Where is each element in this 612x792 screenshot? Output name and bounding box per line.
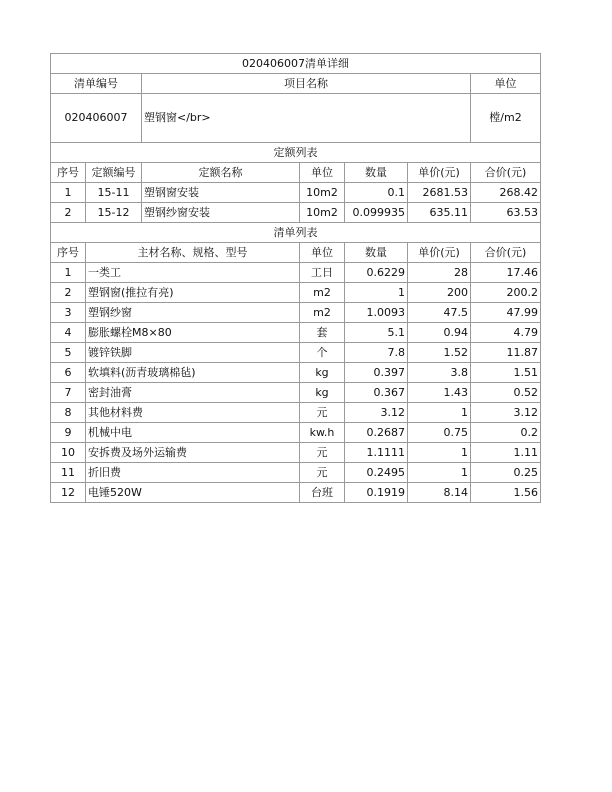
materials-rows [51,263,541,503]
quota-qty: 0.1 [345,183,408,203]
material-qty: 0.397 [345,363,408,383]
material-name: 折旧费 [86,463,300,483]
summary-unit: 樘/m2 [471,94,541,143]
material-seq: 4 [51,323,86,343]
material-unit: 元 [300,463,345,483]
material-unit: 元 [300,443,345,463]
material-total: 0.52 [471,383,541,403]
material-qty: 0.2687 [345,423,408,443]
material-row [51,403,541,423]
quota-row [51,183,541,203]
material-unit: 工日 [300,263,345,283]
quota-code: 15-12 [86,203,142,223]
materials-header-name: 主材名称、规格、型号 [86,243,300,263]
material-qty: 0.2495 [345,463,408,483]
material-row [51,263,541,283]
material-seq: 11 [51,463,86,483]
material-seq: 7 [51,383,86,403]
material-qty: 0.367 [345,383,408,403]
material-total: 0.2 [471,423,541,443]
materials-header-row [51,243,541,263]
summary-code: 020406007 [51,94,142,143]
quota-seq: 2 [51,203,86,223]
material-unit: m2 [300,303,345,323]
material-price: 0.94 [408,323,471,343]
quota-header-qty: 数量 [345,163,408,183]
materials-section-title: 清单列表 [51,223,541,243]
quota-header-price: 单价(元) [408,163,471,183]
material-seq: 5 [51,343,86,363]
quota-rows [51,183,541,223]
quota-seq: 1 [51,183,86,203]
material-qty: 3.12 [345,403,408,423]
quota-unit: 10m2 [300,203,345,223]
material-qty: 0.6229 [345,263,408,283]
material-unit: m2 [300,283,345,303]
material-row [51,443,541,463]
material-qty: 1.1111 [345,443,408,463]
materials-header-qty: 数量 [345,243,408,263]
quota-total: 268.42 [471,183,541,203]
material-qty: 1.0093 [345,303,408,323]
quota-price: 2681.53 [408,183,471,203]
summary-header-unit: 单位 [471,74,541,94]
material-name: 密封油膏 [86,383,300,403]
material-row [51,463,541,483]
material-price: 1 [408,403,471,423]
material-total: 1.11 [471,443,541,463]
quota-qty: 0.099935 [345,203,408,223]
quota-header-seq: 序号 [51,163,86,183]
material-unit: 元 [300,403,345,423]
quota-code: 15-11 [86,183,142,203]
material-row [51,423,541,443]
material-qty: 0.1919 [345,483,408,503]
material-unit: kw.h [300,423,345,443]
material-unit: 台班 [300,483,345,503]
materials-header-total: 合价(元) [471,243,541,263]
material-name: 塑钢窗(推拉有亮) [86,283,300,303]
material-row [51,383,541,403]
material-seq: 8 [51,403,86,423]
material-price: 1.52 [408,343,471,363]
material-total: 17.46 [471,263,541,283]
quota-row [51,203,541,223]
material-name: 膨胀螺栓M8×80 [86,323,300,343]
material-row [51,303,541,323]
material-row [51,483,541,503]
material-name: 镀锌铁脚 [86,343,300,363]
material-row [51,323,541,343]
bill-detail-table [50,53,541,503]
material-row [51,283,541,303]
quota-name: 塑钢纱窗安装 [142,203,300,223]
material-name: 其他材料费 [86,403,300,423]
material-name: 一类工 [86,263,300,283]
material-seq: 12 [51,483,86,503]
material-row [51,363,541,383]
material-total: 1.56 [471,483,541,503]
material-unit: 个 [300,343,345,363]
quota-header-name: 定额名称 [142,163,300,183]
material-unit: kg [300,383,345,403]
material-price: 200 [408,283,471,303]
material-seq: 2 [51,283,86,303]
quota-section-title: 定额列表 [51,143,541,163]
material-unit: kg [300,363,345,383]
materials-header-seq: 序号 [51,243,86,263]
material-name: 机械中电 [86,423,300,443]
material-name: 软填料(沥青玻璃棉毡) [86,363,300,383]
material-name: 安拆费及场外运输费 [86,443,300,463]
quota-name: 塑钢窗安装 [142,183,300,203]
materials-header-unit: 单位 [300,243,345,263]
material-price: 47.5 [408,303,471,323]
page-title: 020406007清单详细 [51,54,541,74]
material-name: 电锤520W [86,483,300,503]
quota-header-unit: 单位 [300,163,345,183]
material-qty: 1 [345,283,408,303]
material-unit: 套 [300,323,345,343]
material-price: 1 [408,443,471,463]
material-qty: 7.8 [345,343,408,363]
material-seq: 10 [51,443,86,463]
material-price: 0.75 [408,423,471,443]
material-seq: 1 [51,263,86,283]
material-seq: 6 [51,363,86,383]
material-total: 200.2 [471,283,541,303]
quota-header-code: 定额编号 [86,163,142,183]
material-price: 28 [408,263,471,283]
summary-header-row [51,74,541,94]
material-total: 0.25 [471,463,541,483]
quota-header-row [51,163,541,183]
quota-unit: 10m2 [300,183,345,203]
quota-price: 635.11 [408,203,471,223]
summary-header-code: 清单编号 [51,74,142,94]
quota-section-row [51,143,541,163]
title-row [51,54,541,74]
summary-name: 塑钢窗</br> [142,94,471,143]
summary-row [51,94,541,143]
quota-header-total: 合价(元) [471,163,541,183]
summary-header-name: 项目名称 [142,74,471,94]
material-total: 1.51 [471,363,541,383]
material-qty: 5.1 [345,323,408,343]
material-total: 3.12 [471,403,541,423]
material-price: 3.8 [408,363,471,383]
materials-section-row [51,223,541,243]
material-name: 塑钢纱窗 [86,303,300,323]
material-total: 4.79 [471,323,541,343]
material-price: 8.14 [408,483,471,503]
quota-total: 63.53 [471,203,541,223]
material-total: 47.99 [471,303,541,323]
material-total: 11.87 [471,343,541,363]
materials-header-price: 单价(元) [408,243,471,263]
material-price: 1 [408,463,471,483]
material-price: 1.43 [408,383,471,403]
material-seq: 9 [51,423,86,443]
material-row [51,343,541,363]
material-seq: 3 [51,303,86,323]
